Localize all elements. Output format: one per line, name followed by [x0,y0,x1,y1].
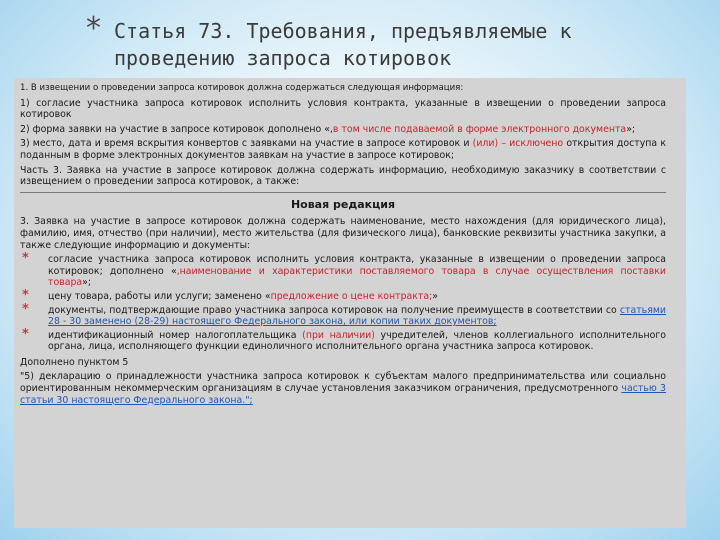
paragraph-5: Часть 3. Заявка на участие в запросе котировок должна содержать информацию, необходимую заказчику в соответствии с извещением о проведении запроса котировок, а также: [20,164,666,188]
bullet-star-icon: * [22,301,29,317]
added-note: Дополнено пунктом 5 [20,356,129,368]
bullet-star-icon: * [22,251,29,267]
paragraph-3: 2) форма заявки на участие в запросе котировок дополнено «,в том числе подаваемой в форме электронного документа»; [20,123,636,135]
highlight-text: предложение о цене контракта; [270,290,433,302]
list-item: * цену товара, работы или услуги; заменено «предложение о цене контракта;» [22,287,439,303]
new-edition-heading: Новая редакция [290,197,396,211]
bullet-star-icon: * [22,326,29,342]
content-block [20,83,666,409]
paragraph-1: 1. В извещении о проведении запроса котировок должна содержаться следующая информация: [20,83,464,93]
paragraph-6: 3. Заявка на участие в запросе котировок должна содержать наименование, место нахождения (для юридического лица), фамилию, имя, отчество (при наличии), место жительства (для физического лица), банковские реквизиты участника закупки, а также следующие информацию и документы: [20,216,666,251]
highlight-text: (при наличии) [302,329,375,341]
highlight-text: ,наименование и характеристики поставляемого товара в случае осуществления поставки товара [48,265,666,289]
list-item: * документы, подтверждающие право участника запроса котировок на получение преимуществ в соответствии со статьями 28 - 30 заменено (28-29) настоящего Федерального закона, или копии таких документов; [22,301,666,328]
list-item: * согласие участника запроса котировок исполнить условия контракта, указанные в извещении о проведении запроса котировок; дополнено «,наименование и характеристики поставляемого товара в случае осуществления поставки товара»; [22,251,666,289]
title-bullet-icon: * [86,11,101,46]
list-item: * идентификационный номер налогоплательщика (при наличии) учредителей, членов коллегиального исполнительного органа, лица, исполняющего функции единоличного исполнительного органа участника запроса котировок. [22,326,666,353]
law-link[interactable]: статьями 28 - 30 заменено (28-29) настоящего Федерального закона, или копии таких документов; [48,304,666,328]
paragraph-7: "5) декларацию о принадлежности участника запроса котировок к субъектам малого предпринимательства или социально ориентированным некоммерческим организациям в случае установления заказчиком ограничения, предусмотренного частью 3 статьи 30 настоящего Федерального закона."; [20,371,667,406]
bullet-star-icon: * [22,287,29,303]
law-link[interactable]: частью 3 статьи 30 настоящего Федерального закона."; [20,383,667,406]
highlight-text: (или) – исключено [472,138,564,150]
paragraph-2: 1) согласие участника запроса котировок исполнить условия контракта, указанные в извещении о проведении запроса котировок [20,97,666,121]
paragraph-4: 3) место, дата и время вскрытия конвертов с заявками на участие в запросе котировок и (или) – исключено открытия доступа к поданным в форме электронных документов заявкам на участие в запросе котировок; [20,138,666,161]
slide-title: Статья 73. Требования, предъявляемые к проведению запроса котировок [114,19,572,70]
divider [20,192,666,193]
highlight-text: в том числе подаваемой в форме электронного документа [332,123,627,135]
